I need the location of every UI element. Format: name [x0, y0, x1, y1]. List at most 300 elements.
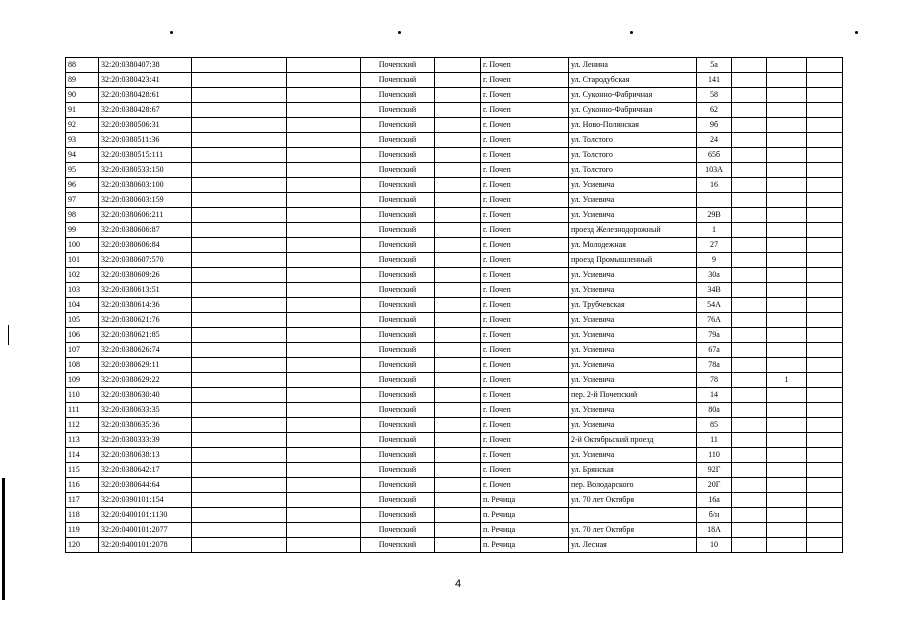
empty-cell: [287, 523, 361, 538]
cadastral-number-cell: 32:20:0380609:26: [99, 268, 192, 283]
empty-cell: [287, 358, 361, 373]
empty-cell: [192, 418, 287, 433]
row-number-cell: 96: [66, 178, 99, 193]
district-cell: Почепский: [361, 523, 435, 538]
district-cell: Почепский: [361, 238, 435, 253]
locality-cell: п. Речица: [481, 538, 569, 553]
empty-cell: [435, 118, 481, 133]
locality-cell: г. Почеп: [481, 388, 569, 403]
extra-cell: [767, 358, 807, 373]
table-row: [66, 208, 843, 223]
empty-cell: [287, 373, 361, 388]
empty-cell: [807, 418, 843, 433]
empty-cell: [192, 103, 287, 118]
row-number-cell: 92: [66, 118, 99, 133]
empty-cell: [287, 133, 361, 148]
house-number-cell: 14: [697, 388, 732, 403]
empty-cell: [732, 523, 767, 538]
extra-cell: [767, 133, 807, 148]
extra-cell: [767, 118, 807, 133]
extra-cell: [767, 388, 807, 403]
extra-cell: [767, 193, 807, 208]
locality-cell: г. Почеп: [481, 208, 569, 223]
empty-cell: [435, 268, 481, 283]
empty-cell: [192, 448, 287, 463]
cadastral-number-cell: 32:20:0380635:36: [99, 418, 192, 433]
empty-cell: [807, 463, 843, 478]
locality-cell: г. Почеп: [481, 433, 569, 448]
cadastral-number-cell: 32:20:0380606:84: [99, 238, 192, 253]
empty-cell: [732, 403, 767, 418]
empty-cell: [435, 148, 481, 163]
empty-cell: [192, 388, 287, 403]
street-cell: пер. Володарского: [569, 478, 697, 493]
street-cell: ул. Усиевича: [569, 358, 697, 373]
street-cell: ул. Усиевича: [569, 268, 697, 283]
street-cell: ул. Усиевича: [569, 178, 697, 193]
empty-cell: [732, 73, 767, 88]
empty-cell: [287, 118, 361, 133]
empty-cell: [192, 313, 287, 328]
empty-cell: [287, 223, 361, 238]
empty-cell: [807, 133, 843, 148]
empty-cell: [807, 88, 843, 103]
extra-cell: [767, 238, 807, 253]
table-row: [66, 478, 843, 493]
street-cell: ул. Толстого: [569, 163, 697, 178]
cadastral-number-cell: 32:20:0380629:22: [99, 373, 192, 388]
extra-cell: [767, 433, 807, 448]
empty-cell: [192, 508, 287, 523]
empty-cell: [732, 328, 767, 343]
street-cell: ул. Брянская: [569, 463, 697, 478]
cadastral-number-cell: 32:20:0380428:61: [99, 88, 192, 103]
empty-cell: [732, 418, 767, 433]
row-number-cell: 104: [66, 298, 99, 313]
empty-cell: [287, 268, 361, 283]
empty-cell: [287, 253, 361, 268]
cadastral-number-cell: 32:20:0380606:87: [99, 223, 192, 238]
empty-cell: [287, 538, 361, 553]
empty-cell: [192, 523, 287, 538]
row-number-cell: 97: [66, 193, 99, 208]
locality-cell: г. Почеп: [481, 148, 569, 163]
district-cell: Почепский: [361, 253, 435, 268]
house-number-cell: 62: [697, 103, 732, 118]
empty-cell: [732, 478, 767, 493]
street-cell: ул. Суконно-Фабричная: [569, 103, 697, 118]
table-row: [66, 133, 843, 148]
empty-cell: [807, 403, 843, 418]
empty-cell: [732, 358, 767, 373]
cadastral-number-cell: 32:20:0380638:13: [99, 448, 192, 463]
cadastral-number-cell: 32:20:0380423:41: [99, 73, 192, 88]
house-number-cell: 24: [697, 133, 732, 148]
empty-cell: [435, 208, 481, 223]
house-number-cell: 34В: [697, 283, 732, 298]
extra-cell: [767, 343, 807, 358]
empty-cell: [287, 73, 361, 88]
house-number-cell: 5а: [697, 58, 732, 73]
district-cell: Почепский: [361, 463, 435, 478]
district-cell: Почепский: [361, 433, 435, 448]
house-number-cell: 67а: [697, 343, 732, 358]
extra-cell: [767, 523, 807, 538]
table-row: [66, 463, 843, 478]
row-number-cell: 89: [66, 73, 99, 88]
empty-cell: [807, 328, 843, 343]
street-cell: ул. Усиевича: [569, 313, 697, 328]
house-number-cell: б/н: [697, 508, 732, 523]
empty-cell: [435, 193, 481, 208]
table-row: [66, 118, 843, 133]
empty-cell: [807, 118, 843, 133]
empty-cell: [732, 178, 767, 193]
locality-cell: г. Почеп: [481, 133, 569, 148]
empty-cell: [435, 298, 481, 313]
empty-cell: [192, 253, 287, 268]
empty-cell: [807, 523, 843, 538]
empty-cell: [732, 253, 767, 268]
empty-cell: [287, 313, 361, 328]
empty-cell: [807, 238, 843, 253]
district-cell: Почепский: [361, 103, 435, 118]
locality-cell: г. Почеп: [481, 73, 569, 88]
table-row: [66, 343, 843, 358]
locality-cell: г. Почеп: [481, 463, 569, 478]
house-number-cell: 10: [697, 538, 732, 553]
house-number-cell: 16: [697, 178, 732, 193]
house-number-cell: 11: [697, 433, 732, 448]
empty-cell: [287, 508, 361, 523]
locality-cell: г. Почеп: [481, 118, 569, 133]
empty-cell: [287, 418, 361, 433]
district-cell: Почепский: [361, 118, 435, 133]
empty-cell: [192, 208, 287, 223]
empty-cell: [807, 208, 843, 223]
table-row: [66, 433, 843, 448]
empty-cell: [287, 403, 361, 418]
empty-cell: [435, 373, 481, 388]
district-cell: Почепский: [361, 223, 435, 238]
empty-cell: [287, 163, 361, 178]
district-cell: Почепский: [361, 508, 435, 523]
locality-cell: п. Речица: [481, 523, 569, 538]
empty-cell: [807, 478, 843, 493]
scan-edge-mark: [2, 478, 5, 600]
row-number-cell: 116: [66, 478, 99, 493]
extra-cell: [767, 478, 807, 493]
district-cell: Почепский: [361, 268, 435, 283]
table-row: [66, 373, 843, 388]
street-cell: ул. Молодежная: [569, 238, 697, 253]
row-number-cell: 114: [66, 448, 99, 463]
extra-cell: [767, 73, 807, 88]
cadastral-number-cell: 32:20:0380407:38: [99, 58, 192, 73]
row-number-cell: 105: [66, 313, 99, 328]
house-number-cell: 54А: [697, 298, 732, 313]
empty-cell: [807, 253, 843, 268]
empty-cell: [287, 238, 361, 253]
extra-cell: [767, 403, 807, 418]
cadastral-number-cell: 32:20:0380533:150: [99, 163, 192, 178]
street-cell: пер. 2-й Почепский: [569, 388, 697, 403]
empty-cell: [807, 433, 843, 448]
extra-cell: [767, 313, 807, 328]
house-number-cell: 85: [697, 418, 732, 433]
empty-cell: [732, 343, 767, 358]
cadastral-number-cell: 32:20:0400101:2078: [99, 538, 192, 553]
cadastral-number-cell: 32:20:0380515:111: [99, 148, 192, 163]
scan-dot: [630, 31, 633, 34]
empty-cell: [807, 448, 843, 463]
row-number-cell: 107: [66, 343, 99, 358]
district-cell: Почепский: [361, 163, 435, 178]
empty-cell: [435, 523, 481, 538]
empty-cell: [807, 268, 843, 283]
empty-cell: [807, 178, 843, 193]
locality-cell: г. Почеп: [481, 58, 569, 73]
empty-cell: [287, 283, 361, 298]
empty-cell: [807, 313, 843, 328]
extra-cell: [767, 88, 807, 103]
street-cell: ул. Усиевича: [569, 448, 697, 463]
registry-table: [65, 57, 843, 553]
district-cell: Почепский: [361, 493, 435, 508]
empty-cell: [807, 388, 843, 403]
table-row: [66, 148, 843, 163]
empty-cell: [192, 193, 287, 208]
cadastral-number-cell: 32:20:0380506:31: [99, 118, 192, 133]
table-row: [66, 193, 843, 208]
row-number-cell: 106: [66, 328, 99, 343]
empty-cell: [435, 448, 481, 463]
empty-cell: [192, 298, 287, 313]
house-number-cell: 76А: [697, 313, 732, 328]
row-number-cell: 108: [66, 358, 99, 373]
row-number-cell: 112: [66, 418, 99, 433]
locality-cell: г. Почеп: [481, 163, 569, 178]
empty-cell: [435, 478, 481, 493]
empty-cell: [435, 463, 481, 478]
row-number-cell: 111: [66, 403, 99, 418]
table-row: [66, 493, 843, 508]
extra-cell: [767, 418, 807, 433]
cadastral-number-cell: 32:20:0390101:154: [99, 493, 192, 508]
empty-cell: [192, 433, 287, 448]
cadastral-number-cell: 32:20:0380642:17: [99, 463, 192, 478]
cadastral-number-cell: 32:20:0380629:11: [99, 358, 192, 373]
empty-cell: [287, 463, 361, 478]
empty-cell: [287, 343, 361, 358]
extra-cell: [767, 208, 807, 223]
table-row: [66, 418, 843, 433]
row-number-cell: 94: [66, 148, 99, 163]
empty-cell: [732, 103, 767, 118]
empty-cell: [807, 148, 843, 163]
locality-cell: г. Почеп: [481, 313, 569, 328]
table-row: [66, 388, 843, 403]
empty-cell: [732, 373, 767, 388]
empty-cell: [435, 493, 481, 508]
cadastral-number-cell: 32:20:0380644:64: [99, 478, 192, 493]
empty-cell: [192, 268, 287, 283]
empty-cell: [732, 193, 767, 208]
extra-cell: [767, 163, 807, 178]
locality-cell: п. Речица: [481, 508, 569, 523]
empty-cell: [435, 418, 481, 433]
empty-cell: [732, 223, 767, 238]
empty-cell: [287, 148, 361, 163]
street-cell: [569, 508, 697, 523]
house-number-cell: 78: [697, 373, 732, 388]
table-row: [66, 253, 843, 268]
empty-cell: [732, 508, 767, 523]
empty-cell: [732, 388, 767, 403]
empty-cell: [192, 58, 287, 73]
empty-cell: [192, 373, 287, 388]
empty-cell: [435, 403, 481, 418]
cadastral-number-cell: 32:20:0380614:36: [99, 298, 192, 313]
locality-cell: г. Почеп: [481, 298, 569, 313]
empty-cell: [435, 358, 481, 373]
house-number-cell: 92Г: [697, 463, 732, 478]
cadastral-number-cell: 32:20:0380511:36: [99, 133, 192, 148]
house-number-cell: 110: [697, 448, 732, 463]
extra-cell: [767, 328, 807, 343]
row-number-cell: 100: [66, 238, 99, 253]
extra-cell: [767, 538, 807, 553]
street-cell: ул. Стародубская: [569, 73, 697, 88]
cadastral-number-cell: 32:20:0380613:51: [99, 283, 192, 298]
empty-cell: [435, 58, 481, 73]
empty-cell: [287, 388, 361, 403]
empty-cell: [807, 508, 843, 523]
empty-cell: [192, 328, 287, 343]
empty-cell: [435, 163, 481, 178]
empty-cell: [192, 148, 287, 163]
empty-cell: [807, 343, 843, 358]
street-cell: ул. Усиевича: [569, 403, 697, 418]
street-cell: 2-й Октябрьский проезд: [569, 433, 697, 448]
locality-cell: г. Почеп: [481, 103, 569, 118]
street-cell: ул. Усиевича: [569, 328, 697, 343]
table-row: [66, 283, 843, 298]
table-row: [66, 508, 843, 523]
house-number-cell: 16а: [697, 493, 732, 508]
empty-cell: [435, 178, 481, 193]
street-cell: ул. Толстого: [569, 133, 697, 148]
empty-cell: [435, 328, 481, 343]
district-cell: Почепский: [361, 403, 435, 418]
empty-cell: [435, 313, 481, 328]
street-cell: проезд Промышленный: [569, 253, 697, 268]
district-cell: Почепский: [361, 178, 435, 193]
cadastral-number-cell: 32:20:0380606:211: [99, 208, 192, 223]
page-number: 4: [455, 578, 462, 590]
row-number-cell: 95: [66, 163, 99, 178]
row-number-cell: 115: [66, 463, 99, 478]
locality-cell: г. Почеп: [481, 88, 569, 103]
extra-cell: 1: [767, 373, 807, 388]
cadastral-number-cell: 32:20:0380621:85: [99, 328, 192, 343]
row-number-cell: 90: [66, 88, 99, 103]
house-number-cell: 79а: [697, 328, 732, 343]
extra-cell: [767, 253, 807, 268]
empty-cell: [732, 433, 767, 448]
locality-cell: г. Почеп: [481, 373, 569, 388]
empty-cell: [732, 133, 767, 148]
empty-cell: [435, 73, 481, 88]
extra-cell: [767, 103, 807, 118]
house-number-cell: 18А: [697, 523, 732, 538]
row-number-cell: 117: [66, 493, 99, 508]
district-cell: Почепский: [361, 208, 435, 223]
house-number-cell: 20Г: [697, 478, 732, 493]
row-number-cell: 109: [66, 373, 99, 388]
empty-cell: [435, 343, 481, 358]
empty-cell: [287, 88, 361, 103]
row-number-cell: 113: [66, 433, 99, 448]
locality-cell: г. Почеп: [481, 478, 569, 493]
house-number-cell: 58: [697, 88, 732, 103]
table-row: [66, 103, 843, 118]
empty-cell: [287, 208, 361, 223]
row-number-cell: 120: [66, 538, 99, 553]
empty-cell: [287, 103, 361, 118]
extra-cell: [767, 223, 807, 238]
row-number-cell: 91: [66, 103, 99, 118]
empty-cell: [732, 118, 767, 133]
extra-cell: [767, 283, 807, 298]
empty-cell: [192, 133, 287, 148]
district-cell: Почепский: [361, 373, 435, 388]
locality-cell: г. Почеп: [481, 268, 569, 283]
row-number-cell: 88: [66, 58, 99, 73]
table-row: [66, 538, 843, 553]
district-cell: Почепский: [361, 328, 435, 343]
extra-cell: [767, 298, 807, 313]
house-number-cell: 78а: [697, 358, 732, 373]
empty-cell: [192, 343, 287, 358]
row-number-cell: 98: [66, 208, 99, 223]
empty-cell: [435, 223, 481, 238]
empty-cell: [807, 193, 843, 208]
locality-cell: г. Почеп: [481, 403, 569, 418]
extra-cell: [767, 493, 807, 508]
street-cell: ул. Усиевича: [569, 283, 697, 298]
empty-cell: [435, 388, 481, 403]
empty-cell: [287, 433, 361, 448]
street-cell: ул. Толстого: [569, 148, 697, 163]
empty-cell: [435, 103, 481, 118]
cadastral-number-cell: 32:20:0400101:2077: [99, 523, 192, 538]
empty-cell: [807, 358, 843, 373]
district-cell: Почепский: [361, 448, 435, 463]
district-cell: Почепский: [361, 193, 435, 208]
table-row: [66, 403, 843, 418]
row-number-cell: 101: [66, 253, 99, 268]
row-number-cell: 119: [66, 523, 99, 538]
empty-cell: [435, 238, 481, 253]
empty-cell: [732, 268, 767, 283]
empty-cell: [192, 463, 287, 478]
row-number-cell: 110: [66, 388, 99, 403]
empty-cell: [192, 223, 287, 238]
cadastral-number-cell: 32:20:0400101:1130: [99, 508, 192, 523]
empty-cell: [192, 88, 287, 103]
table-row: [66, 298, 843, 313]
